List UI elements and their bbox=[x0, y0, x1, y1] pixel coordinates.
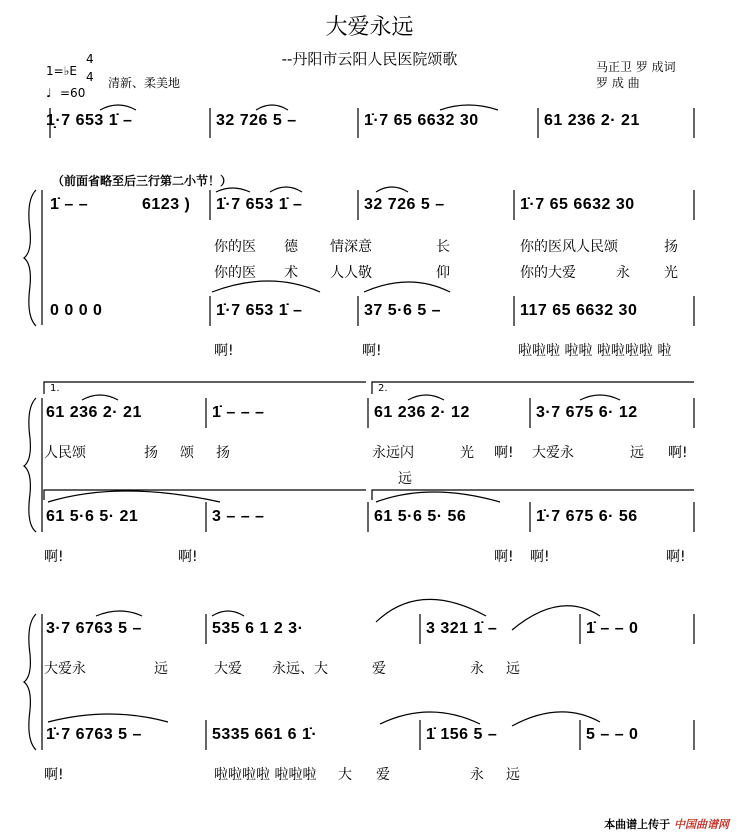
lyric: 远 bbox=[506, 661, 520, 677]
volta-label-1: 1. bbox=[50, 383, 60, 394]
lyric: 长 bbox=[436, 239, 450, 255]
lyric: 啊! bbox=[494, 549, 514, 565]
lyric: 远 bbox=[630, 445, 644, 461]
system-brace bbox=[24, 614, 36, 750]
lyric: 大爱永 bbox=[44, 661, 86, 677]
lyric: 啊! bbox=[362, 343, 382, 359]
lyric: 颂 bbox=[180, 445, 194, 461]
s3-top-measure: 3·7 6763 5 – bbox=[46, 620, 142, 637]
slur bbox=[440, 105, 498, 110]
lyric: 扬 bbox=[216, 445, 230, 461]
lyric: 啊! bbox=[44, 767, 64, 783]
lyric: 爱 bbox=[376, 767, 390, 783]
lyric: 大爱 bbox=[214, 661, 242, 677]
s2-bottom-measure: 61 5·6 5· 56 bbox=[374, 508, 467, 525]
s1-top-measure: 6123 ) bbox=[142, 196, 191, 213]
lyric: 德 bbox=[284, 239, 298, 255]
upload-footer bbox=[604, 816, 729, 832]
s1-top-measure: 1̇·7 65 6632 30 bbox=[520, 196, 635, 213]
volta-label-2: 2. bbox=[378, 383, 388, 394]
s2-top-measure: 3·7 675 6· 12 bbox=[536, 404, 638, 421]
lyric: 大爱永 bbox=[532, 445, 574, 461]
s1-top-measure: 1̇ – – bbox=[50, 196, 89, 213]
lyric: 啊! bbox=[668, 445, 688, 461]
lyric: 爱 bbox=[372, 661, 386, 677]
s2-top-measure: 61 236 2· 12 bbox=[374, 404, 470, 421]
s1-bottom-measure: 117 65 6632 30 bbox=[520, 302, 638, 319]
tempo-note-icon: ♩ bbox=[46, 86, 52, 100]
s1-bottom-measure: 0 0 0 0 bbox=[50, 302, 103, 319]
lyric: 啊! bbox=[178, 549, 198, 565]
slur bbox=[408, 395, 444, 400]
slur bbox=[512, 712, 600, 726]
slur bbox=[100, 105, 136, 110]
lyric: 仰 bbox=[436, 265, 450, 281]
time-signature-bottom: 4 bbox=[86, 70, 94, 84]
slur bbox=[380, 712, 480, 724]
lyric: 术 bbox=[284, 265, 298, 281]
system-brace bbox=[24, 190, 36, 326]
intro-measure-4: 61 236 2· 21 bbox=[544, 112, 640, 129]
intro-measure-3: 1̇·7 65 6632 30 bbox=[364, 112, 479, 129]
lyric: 远 bbox=[398, 471, 412, 487]
time-signature-top: 4 bbox=[86, 52, 94, 66]
slur bbox=[364, 282, 450, 292]
s3-bottom-measure: 5335 661 6 1̇· bbox=[212, 726, 318, 743]
s3-bottom-measure: 5 – – 0 bbox=[586, 726, 639, 743]
s3-top-measure: 1̇ – – 0 bbox=[586, 620, 639, 637]
lyric: 啦啦啦 啦啦 啦啦啦啦 啦 bbox=[518, 343, 672, 359]
intro-measure-2: 32 726 5 – bbox=[216, 112, 297, 129]
lyric: 啦啦啦啦 啦啦啦 bbox=[214, 767, 317, 783]
lyric: 永 bbox=[470, 661, 484, 677]
song-subtitle: --丹阳市云阳人民医院颂歌 bbox=[281, 50, 458, 68]
s2-bottom-measure: 61 5·6 5· 21 bbox=[46, 508, 139, 525]
footer-text: 本曲谱上传于 bbox=[604, 818, 671, 831]
song-title: 大爱永远 bbox=[325, 15, 414, 40]
slur bbox=[96, 611, 142, 616]
slur bbox=[580, 395, 620, 400]
lyric: 光 bbox=[664, 265, 678, 281]
key-signature: 1=♭E bbox=[46, 64, 77, 78]
lyric: 人人敬 bbox=[330, 265, 372, 281]
lyric: 你的医 bbox=[214, 265, 256, 281]
slur bbox=[256, 105, 288, 110]
lyric: 永 bbox=[470, 767, 484, 783]
lyric: 光 bbox=[460, 445, 474, 461]
s1-bottom-measure: 1̇·7 653 1̇ – bbox=[216, 302, 303, 319]
lyric: 啊! bbox=[666, 549, 686, 565]
lyric: 啊! bbox=[214, 343, 234, 359]
lyric: 永远、大 bbox=[272, 661, 328, 677]
s2-top-measure: 1̇ – – – bbox=[212, 404, 265, 421]
lyric: 永远闪 bbox=[372, 445, 414, 461]
s3-top-measure: 3 321 1̇ – bbox=[426, 620, 498, 637]
slur bbox=[376, 599, 486, 622]
lyric: 你的医 bbox=[214, 239, 256, 255]
s3-bottom-measure: 1̇ 156 5 – bbox=[426, 726, 498, 743]
lyric: 情深意 bbox=[330, 239, 372, 255]
system-brace bbox=[24, 398, 36, 532]
lyricist-credit: 马正卫 罗 成词 bbox=[596, 60, 676, 74]
performance-note: （前面省略至后三行第二小节！） bbox=[52, 174, 233, 188]
s2-top-measure: 61 236 2· 21 bbox=[46, 404, 142, 421]
lyric: 大 bbox=[338, 767, 352, 783]
s3-bottom-measure: 1̇·7 6763 5 – bbox=[46, 726, 142, 743]
slur bbox=[48, 491, 220, 502]
site-logo[interactable]: 中国曲谱网 bbox=[674, 818, 729, 831]
volta-bracket-1 bbox=[44, 382, 366, 394]
s3-top-measure: 535 6 1 2 3· bbox=[212, 620, 304, 637]
lyric: 人民颂 bbox=[44, 445, 86, 461]
volta-bracket-2 bbox=[372, 382, 694, 394]
lyric: 你的医风人民颂 bbox=[520, 239, 618, 255]
slur bbox=[212, 281, 320, 292]
volta-bracket-2-lower bbox=[372, 490, 694, 500]
slur bbox=[82, 395, 118, 400]
lyric: 啊! bbox=[44, 549, 64, 565]
slur bbox=[376, 492, 500, 502]
lyric: 你的大爱 bbox=[520, 265, 576, 281]
lyric: 啊! bbox=[530, 549, 550, 565]
lyric: 永 bbox=[616, 265, 630, 281]
slur bbox=[48, 714, 168, 722]
lyric: 扬 bbox=[664, 239, 678, 255]
tempo-bpm: =60 bbox=[60, 86, 86, 100]
s2-bottom-measure: 3 – – – bbox=[212, 508, 265, 525]
s1-top-measure: 1̇·7 653 1̇ – bbox=[216, 196, 303, 213]
intro-measure-1: 1̣·7 653 1̇ – bbox=[46, 112, 133, 129]
expression-marking: 清新、柔美地 bbox=[108, 76, 181, 90]
slur bbox=[376, 187, 408, 192]
s1-bottom-measure: 37 5·6 5 – bbox=[364, 302, 442, 319]
lyric: 扬 bbox=[144, 445, 158, 461]
lyric: 啊! bbox=[494, 445, 514, 461]
composer-credit: 罗 成 曲 bbox=[596, 76, 640, 90]
slur bbox=[212, 611, 244, 616]
lyric: 远 bbox=[506, 767, 520, 783]
slur bbox=[270, 187, 302, 192]
s2-bottom-measure: 1̇·7 675 6· 56 bbox=[536, 508, 638, 525]
lyric: 远 bbox=[154, 661, 168, 677]
s1-top-measure: 32 726 5 – bbox=[364, 196, 445, 213]
